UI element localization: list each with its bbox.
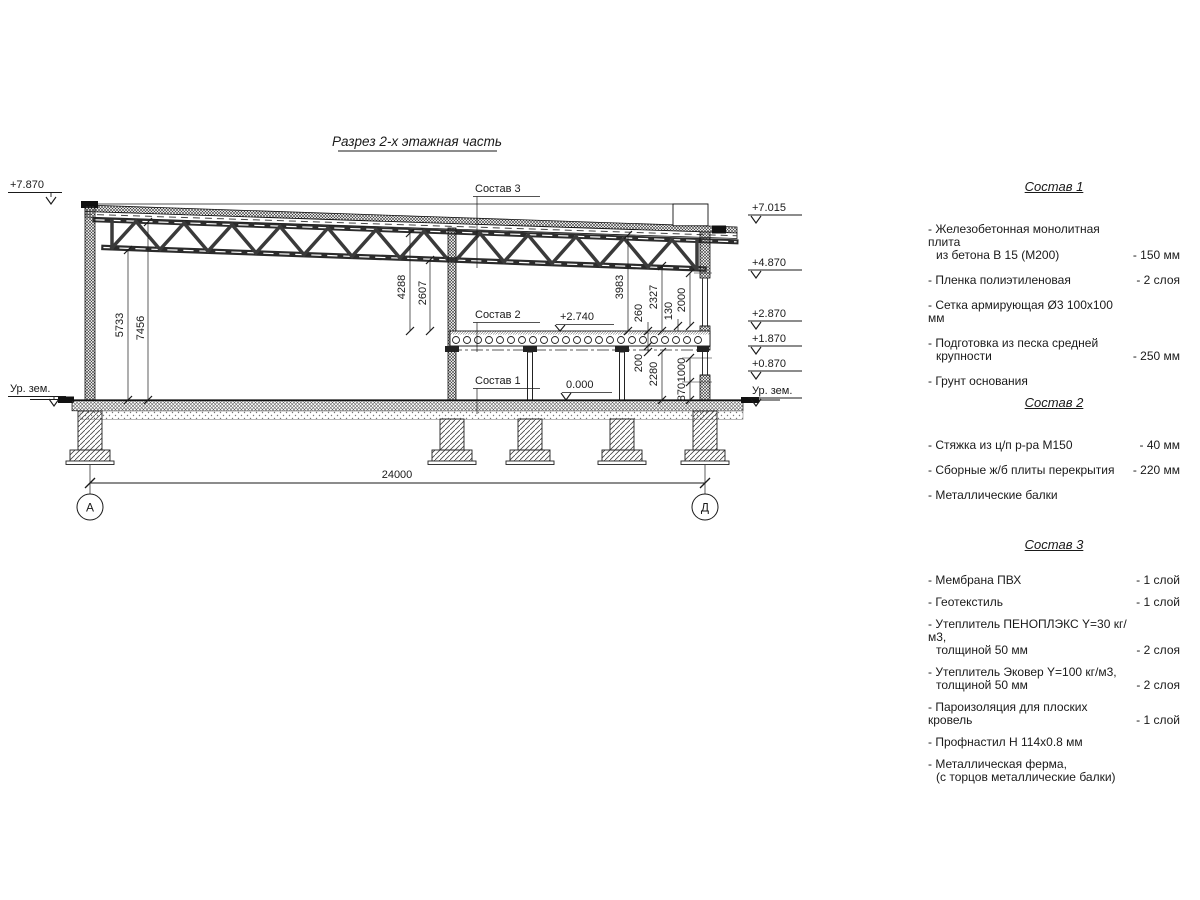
elevation-marks-left: [8, 179, 66, 406]
list-item: - Пароизоляция для плоских кровель - 1 слой: [928, 700, 1180, 727]
dim-4288: 4288: [396, 274, 408, 300]
elevation-4870: +4.870: [752, 257, 786, 269]
elevation-2870: +2.870: [752, 308, 786, 320]
dim-3983: 3983: [614, 274, 626, 300]
right-wall: [700, 232, 710, 400]
foundation-pier: [598, 419, 646, 465]
dim-2280: 2280: [648, 361, 660, 387]
upper-window: [700, 278, 710, 326]
foundation-pier: [428, 419, 476, 465]
dim-2607: 2607: [417, 280, 429, 306]
parapet: [673, 204, 708, 226]
legend-sostav-1: [928, 180, 1180, 400]
elevation-1870: +1.870: [752, 333, 786, 345]
composition-callouts: [473, 183, 614, 414]
floor-slab: [72, 401, 743, 411]
drawing-title: [332, 134, 502, 151]
screed-layer: [450, 331, 710, 335]
list-item: - Геотекстиль - 1 слой: [928, 595, 1180, 609]
elevation-7015: +7.015: [752, 202, 786, 214]
middle-wall: [448, 228, 456, 400]
column-1: [528, 352, 533, 400]
legend-sostav-3: [928, 538, 1180, 793]
ground-level-label-left: Ур. зем.: [10, 383, 51, 395]
list-item: - Профнастил Н 114х0.8 мм: [928, 735, 1083, 749]
column-capital: [524, 349, 536, 353]
list-item: - Утеплитель ПЕНОПЛЭКС Y=30 кг/м3, толщиной 50 мм - 2 слоя: [928, 617, 1180, 657]
level-2740-label: +2.740: [560, 311, 594, 323]
elevation-marks-right: [748, 202, 802, 406]
legend-heading: Состав 1: [1024, 179, 1084, 194]
list-item: - Грунт основания: [928, 374, 1028, 388]
list-item: - Железобетонная монолитная плита из бетона В 15 (М200) - 150 мм: [928, 222, 1180, 262]
dim-260: 260: [633, 303, 645, 323]
grid-letter-a: А: [85, 500, 95, 515]
page-title: Разрез 2-х этажная часть: [332, 134, 502, 149]
steel-beams: [445, 346, 709, 352]
dim-130: 130: [663, 301, 675, 321]
dim-200: 200: [633, 353, 645, 373]
list-item: - Стяжка из ц/п р-ра М150 - 40 мм: [928, 438, 1180, 452]
list-item: - Утеплитель Эковер Y=100 кг/м3, толщиной 50 мм - 2 слоя: [928, 665, 1180, 692]
dim-2327: 2327: [648, 284, 660, 310]
elevation-7870: +7.870: [10, 179, 44, 191]
second-floor-slab: [445, 331, 710, 352]
dim-1000: 1000: [676, 357, 688, 383]
callout-sostav-3: Состав 3: [475, 183, 521, 195]
column-2: [620, 352, 625, 400]
middle-dimensions: [396, 229, 434, 335]
dim-870: 870: [676, 382, 688, 402]
list-item: - Пленка полиэтиленовая - 2 слоя: [928, 273, 1180, 287]
list-item: - Металлическая ферма, (с торцов металлические балки): [928, 757, 1116, 784]
sand-bed: [80, 411, 743, 420]
list-item: - Мембрана ПВХ - 1 слой: [928, 573, 1180, 587]
grid-letter-d: Д: [700, 500, 710, 515]
column-capital: [616, 349, 628, 353]
list-item: - Сборные ж/б плиты перекрытия - 220 мм: [928, 463, 1180, 477]
span-dimension: [77, 465, 718, 520]
roof-edge-cap: [712, 226, 726, 234]
dim-7456: 7456: [135, 315, 147, 341]
callout-sostav-2: Состав 2: [475, 309, 521, 321]
ground-level-label-right: Ур. зем.: [752, 385, 793, 397]
level-0000-label: 0.000: [566, 379, 594, 391]
list-item: - Подготовка из песка средней крупности - 250 мм: [928, 336, 1180, 363]
legend-heading: Состав 2: [1024, 395, 1084, 410]
callout-sostav-1: Состав 1: [475, 375, 521, 387]
legend-heading: Состав 3: [1024, 537, 1084, 552]
list-item: - Металлические балки: [928, 488, 1058, 502]
span-dim-label: 24000: [381, 469, 413, 481]
foundation-pier: [506, 419, 554, 465]
dim-2000: 2000: [676, 287, 688, 313]
list-item: - Сетка армирующая Ø3 100х100 мм: [928, 298, 1113, 325]
legend-sostav-2: [928, 396, 1180, 514]
dim-5733: 5733: [114, 312, 126, 338]
ground-floor: [30, 397, 780, 420]
elevation-0870: +0.870: [752, 358, 786, 370]
lower-window: [700, 350, 710, 375]
left-wall: [85, 206, 95, 400]
